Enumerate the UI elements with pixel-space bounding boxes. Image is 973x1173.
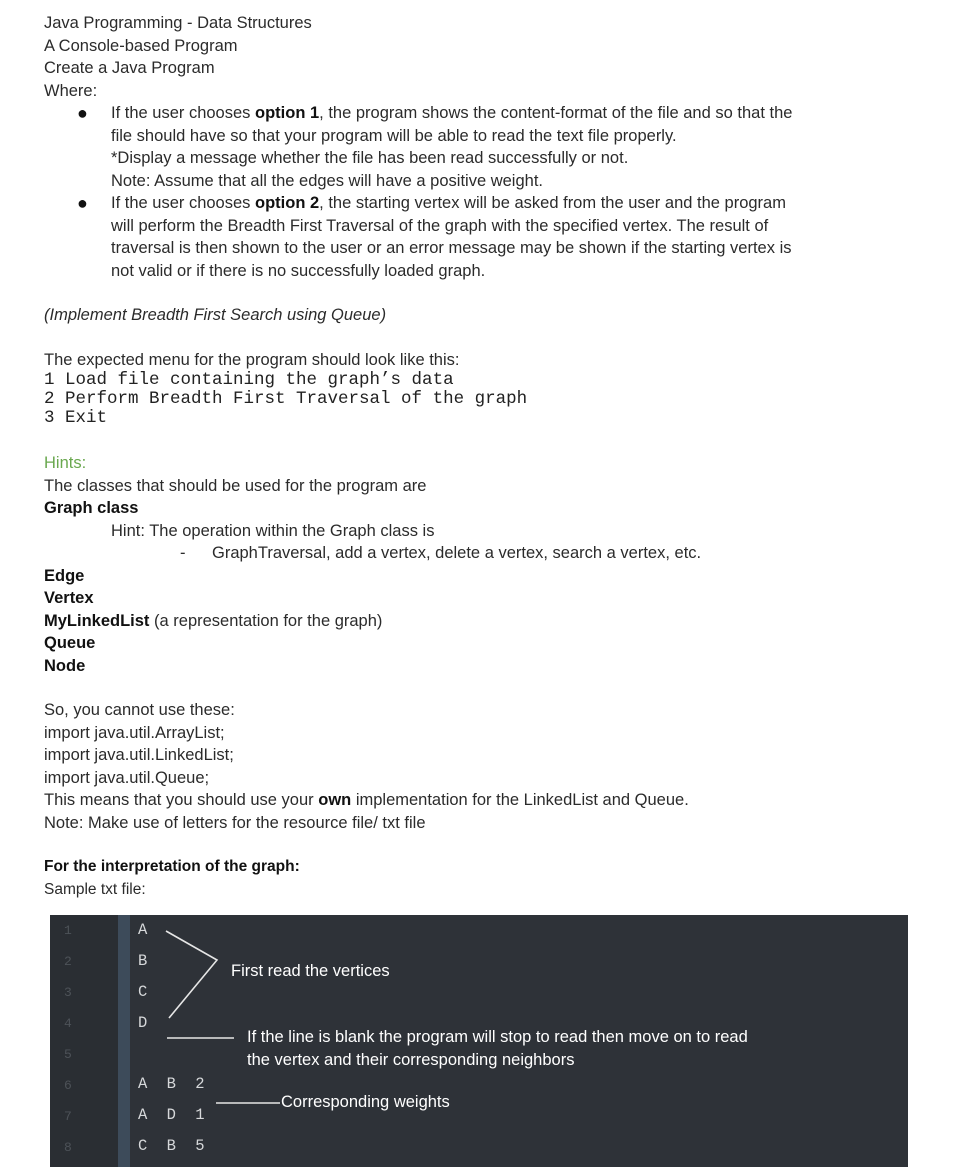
assignment-document — [44, 12, 924, 901]
option-1-line: *Display a message whether the file has been read successfully or not. — [111, 149, 629, 167]
weights-annotation: Corresponding weights — [281, 1093, 450, 1111]
vertex-class-label: Vertex — [44, 589, 94, 607]
line-number: 8 — [64, 1140, 72, 1155]
code-line: A D 1 — [138, 1106, 210, 1124]
graph-class-label: Graph class — [44, 499, 139, 517]
interpretation-heading: For the interpretation of the graph: — [44, 858, 300, 875]
option-2-line: not valid or if there is no successfully loaded graph. — [111, 261, 486, 280]
line-number: 7 — [64, 1109, 72, 1124]
option-1-rest: , the program shows the content-format of the file and so that the — [319, 104, 793, 122]
hints-intro: The classes that should be used for the program are — [44, 476, 427, 495]
doc-title: Java Programming - Data Structures — [44, 14, 312, 32]
code-line: B — [138, 952, 153, 970]
option-2-lead: If the user chooses — [111, 194, 255, 212]
import-line: import java.util.Queue; — [44, 768, 210, 787]
blank-line-annotation: If the line is blank the program will stop to read then move on to read — [247, 1028, 748, 1046]
option-1-label: option 1 — [255, 104, 320, 122]
graph-ops-item — [44, 542, 924, 565]
line-number: 4 — [64, 1016, 72, 1031]
option-1-lead: If the user chooses — [111, 104, 255, 122]
line-number: 2 — [64, 954, 72, 969]
code-line: C — [138, 983, 153, 1001]
code-line: D — [138, 1014, 153, 1032]
code-line: A — [138, 921, 153, 939]
blank-line-annotation: the vertex and their corresponding neighbors — [247, 1051, 575, 1069]
menu-item: 3 Exit — [44, 408, 108, 428]
graph-ops-text: GraphTraversal, add a vertex, delete a vertex, search a vertex, etc. — [212, 544, 702, 562]
import-line: import java.util.ArrayList; — [44, 723, 225, 742]
edge-class-label: Edge — [44, 566, 85, 585]
restrictions-intro: So, you cannot use these: — [44, 701, 235, 719]
code-line: C B 5 — [138, 1137, 210, 1155]
mylinkedlist-note: (a representation for the graph) — [149, 611, 383, 630]
menu-item: 2 Perform Breadth First Traversal of the graph — [44, 389, 528, 409]
option-2-item — [44, 192, 924, 282]
import-line: import java.util.LinkedList; — [44, 746, 234, 764]
vertices-annotation: First read the vertices — [231, 962, 390, 980]
menu-item: 1 Load file containing the graph’s data — [44, 370, 454, 390]
option-1-item — [44, 102, 924, 192]
doc-subtitle: A Console-based Program — [44, 36, 238, 55]
create-line: Create a Java Program — [44, 59, 215, 77]
menu-intro: The expected menu for the program should look like this: — [44, 350, 460, 369]
option-2-rest: , the starting vertex will be asked from the user and the program — [319, 194, 786, 212]
option-2-line: will perform the Breadth First Traversal of the graph with the specified vertex. The result of — [111, 216, 769, 235]
queue-class-label: Queue — [44, 634, 96, 652]
hints-label: Hints: — [44, 454, 87, 472]
option-2-line: traversal is then shown to the user or an error message may be shown if the starting vertex is — [111, 239, 792, 257]
means-own: own — [318, 791, 352, 809]
sample-file-editor — [50, 915, 908, 1167]
resource-note: Note: Make use of letters for the resource file/ txt file — [44, 813, 426, 832]
means-lead: This means that you should use your — [44, 791, 319, 809]
line-number: 5 — [64, 1047, 72, 1062]
option-1-line: file should have so that your program will be able to read the text file properly. — [111, 126, 677, 145]
means-rest: implementation for the LinkedList and Queue. — [351, 791, 689, 809]
bullet-icon: ● — [77, 103, 88, 123]
dash-bullet: - — [180, 544, 186, 562]
sample-label: Sample txt file: — [44, 880, 146, 898]
line-number: 1 — [64, 923, 72, 938]
line-number: 6 — [64, 1078, 72, 1093]
option-1-line: Note: Assume that all the edges will have a positive weight. — [111, 171, 543, 190]
mylinkedlist-class-label: MyLinkedList — [44, 611, 150, 630]
line-number: 3 — [64, 985, 72, 1000]
graph-class-hint: Hint: The operation within the Graph class is — [111, 521, 435, 540]
implement-note: (Implement Breadth First Search using Queue) — [44, 306, 387, 324]
option-2-label: option 2 — [255, 194, 320, 212]
bullet-icon: ● — [77, 193, 88, 213]
where-line: Where: — [44, 81, 98, 100]
vertices-bracket-arrow — [166, 931, 217, 1018]
node-class-label: Node — [44, 656, 86, 675]
code-line: A B 2 — [138, 1075, 210, 1093]
options-list — [44, 102, 924, 282]
